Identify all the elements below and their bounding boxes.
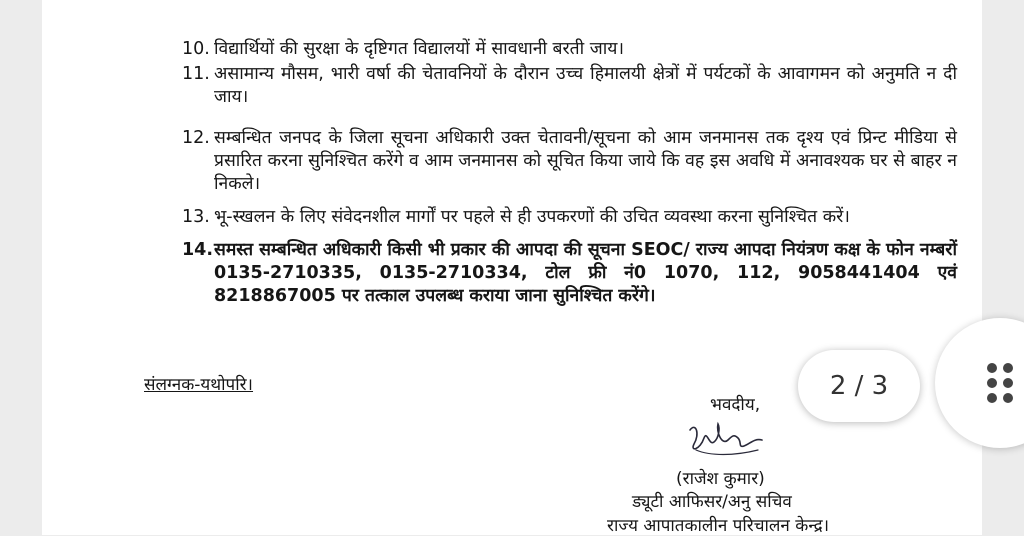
closing-salutation: भवदीय, (710, 395, 761, 415)
item-number: 10. (182, 39, 210, 59)
page-indicator-label: 2 / 3 (829, 371, 889, 401)
grid-dots-icon (985, 361, 1015, 405)
item-text: असामान्य मौसम, भारी वर्षा की चेतावनियों के दौरान उच्च हिमालयी क्षेत्रों में पर्यटकों के आवागमन को अनुमति न दी जाय। (214, 64, 957, 107)
document-page (42, 0, 982, 535)
list-item-10 (182, 38, 957, 61)
list-item-12 (182, 127, 957, 196)
item-number: 13. (182, 207, 210, 227)
enclosure-note: संलग्नक-यथोपरि। (144, 375, 254, 395)
list-item-13 (182, 206, 957, 229)
item-number: 11. (182, 64, 210, 84)
item-number: 14. (182, 240, 214, 260)
list-item-11 (182, 63, 957, 109)
item-text: सम्बन्धित जनपद के जिला सूचना अधिकारी उक्त चेतावनी/सूचना को आम जनमानस तक दृश्य एवं प्रिन्ट मीडिया से प्रसारित करना सुनिश्चित करेंगे व आम जनमानस को सूचित किया जाये कि वह इस अवधि में अनावश्यक घर से बाहर न निकले। (214, 128, 957, 194)
document-body (182, 38, 957, 308)
signatory-designation: ड्यूटी आफिसर/अनु सचिव (632, 492, 792, 512)
item-text: भू-स्खलन के लिए संवेदनशील मार्गों पर पहले से ही उपकरणों की उचित व्यवस्था करना सुनिश्चित करें। (214, 207, 850, 227)
signatory-name: (राजेश कुमार) (676, 469, 765, 489)
signature-scribble (682, 420, 774, 468)
page-indicator (798, 350, 920, 422)
item-number: 12. (182, 128, 210, 148)
item-text: समस्त सम्बन्धित अधिकारी किसी भी प्रकार की आपदा की सूचना SEOC/ राज्य आपदा नियंत्रण कक्ष के फोन नम्बरों 0135-2710335, 0135-2710334, टोल फ्री नं0 1070, 112, 9058441404 एवं 8218867005 पर तत्काल उपलब्ध कराया जाना सुनिश्चित करेंगे। (214, 240, 957, 306)
list-item-14 (182, 239, 957, 308)
item-text: विद्यार्थियों की सुरक्षा के दृष्टिगत विद्यालयों में सावधानी बरती जाय। (214, 39, 625, 59)
signatory-office: राज्य आपातकालीन परिचालन केन्द्र। (607, 516, 830, 536)
